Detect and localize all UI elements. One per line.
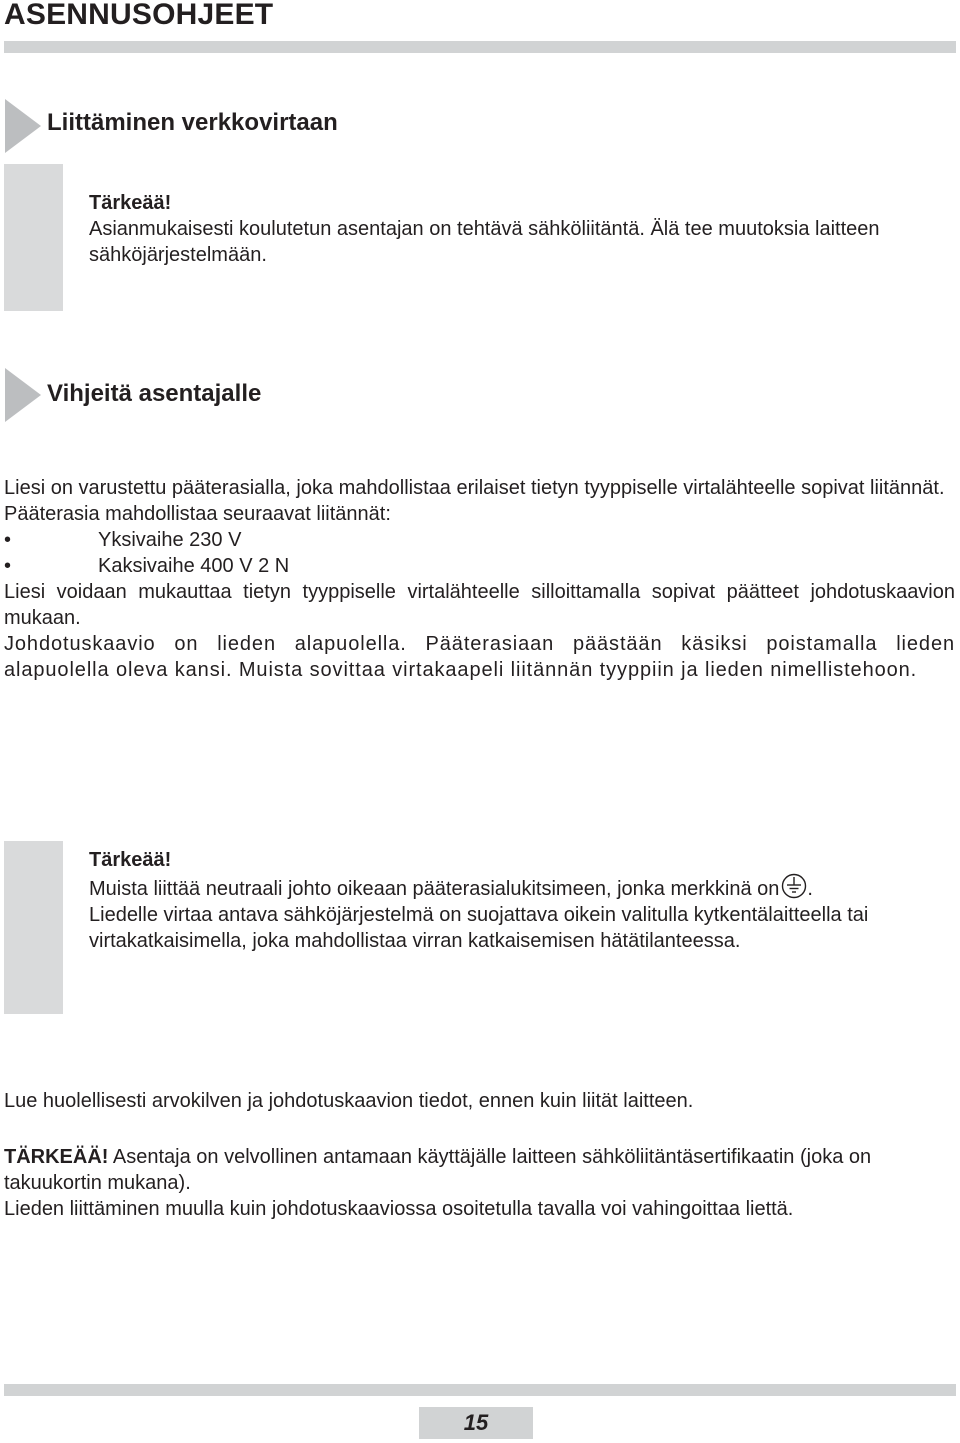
page-number: 15 bbox=[419, 1407, 533, 1439]
page-title: ASENNUSOHJEET bbox=[4, 0, 274, 31]
section-heading-connection: Liittäminen verkkovirtaan bbox=[47, 109, 338, 136]
option-label: Yksivaihe 230 V bbox=[98, 529, 242, 551]
notice-bar bbox=[4, 164, 63, 311]
neutral-wire-text: Muista liittää neutraali johto oikeaan pääterasialukitsimeen, jonka merkkinä on bbox=[89, 878, 780, 900]
read-data-plate-text: Lue huolellisesti arvokilven ja johdotuskaavion tiedot, ennen kuin liität laitteen. bbox=[4, 1090, 694, 1112]
options-lead: Pääterasia mahdollistaa seuraavat liitännät: bbox=[4, 503, 391, 525]
intro-paragraph: Liesi on varustettu pääterasialla, joka mahdollistaa erilaiset tietyn tyyppiselle virtalähteelle sopivat liitännät. bbox=[4, 477, 945, 499]
warning-text: Lieden liittäminen muulla kuin johdotuskaaviossa osoitetulla tavalla voi vahingoittaa liettä. bbox=[4, 1198, 794, 1220]
notice-text: Asianmukaisesti koulutetun asentajan on tehtävä sähköliitäntä. Älä tee muutoksia laitteen sähköjärjestelmään. bbox=[89, 218, 880, 266]
list-item bbox=[4, 553, 955, 579]
installer-tips-body bbox=[4, 475, 955, 683]
closing-paragraphs bbox=[4, 1088, 955, 1222]
section-heading-tips: Vihjeitä asentajalle bbox=[47, 380, 262, 407]
notice-important-2 bbox=[89, 847, 955, 954]
list-item bbox=[4, 527, 955, 553]
certificate-paragraph bbox=[4, 1144, 955, 1196]
neutral-wire-text-end: . bbox=[807, 878, 813, 900]
bullet-icon: • bbox=[4, 529, 12, 551]
top-divider bbox=[4, 41, 956, 53]
notice-bar bbox=[4, 841, 63, 1014]
bottom-divider bbox=[4, 1384, 956, 1396]
certificate-text: Asentaja on velvollinen antamaan käyttäjälle laitteen sähköliitäntäsertifikaatin (joka on takuukortin mukana). bbox=[4, 1146, 872, 1194]
diagram-location-paragraph: Johdotuskaavio on lieden alapuolella. Pääterasiaan päästään käsiksi poistamalla lieden alapuolella oleva kansi. Muista sovittaa virtakaapeli liitännän tyyppiin ja lieden nimellistehoon. bbox=[4, 633, 955, 681]
important-label: TÄRKEÄÄ! bbox=[4, 1146, 109, 1168]
earth-ground-icon bbox=[781, 873, 807, 899]
triangle-marker-icon bbox=[5, 99, 41, 153]
protection-text: Liedelle virtaa antava sähköjärjestelmä on suojattava oikein valitulla kytkentälaitteella tai virtakatkaisimella, joka mahdollistaa virran katkaisemisen hätätilanteessa. bbox=[89, 904, 869, 952]
triangle-marker-icon bbox=[5, 368, 41, 422]
adapt-paragraph: Liesi voidaan mukauttaa tietyn tyyppiselle virtalähteelle silloittamalla sopivat päätteet johdotuskaavion mukaan. bbox=[4, 581, 955, 629]
notice-label: Tärkeää! bbox=[89, 849, 172, 871]
notice-important-1 bbox=[89, 190, 955, 268]
bullet-icon: • bbox=[4, 555, 12, 577]
notice-label: Tärkeää! bbox=[89, 192, 172, 214]
option-label: Kaksivaihe 400 V 2 N bbox=[98, 555, 290, 577]
